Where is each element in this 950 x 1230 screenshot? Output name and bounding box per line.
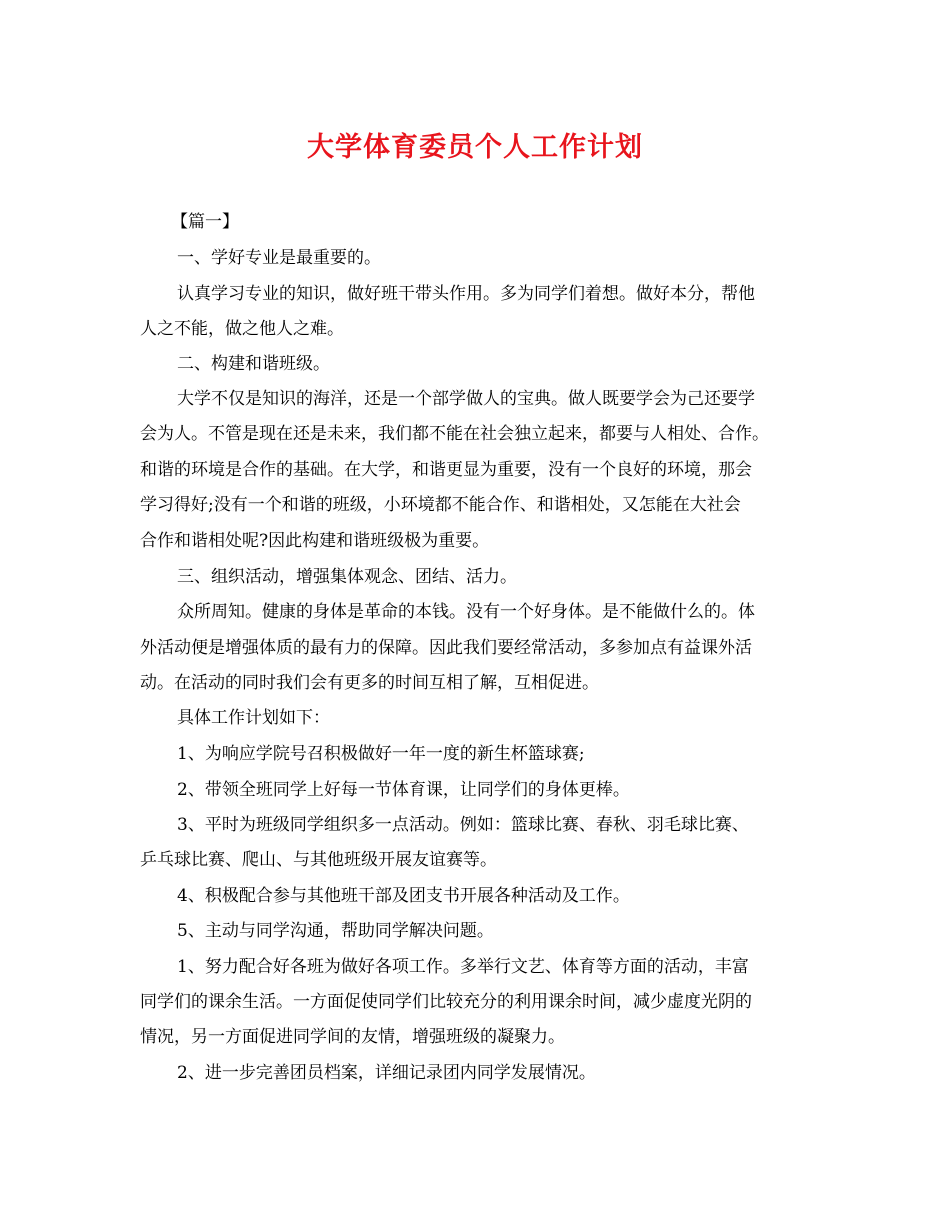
list-item: 2、带领全班同学上好每一节体育课，让同学们的身体更棒。 [177,780,630,800]
paragraph-line: 众所周知。健康的身体是革命的本钱。没有一个好身体。是不能做什么的。体 [177,602,755,622]
paragraph-line: 合作和谐相处呢?因此构建和谐班级极为重要。 [140,531,490,551]
paragraph-line: 大学不仅是知识的海洋，还是一个部学做人的宝典。做人既要学会为己还要学 [177,389,755,409]
list-item: 1、努力配合好各班为做好各项工作。多举行文艺、体育等方面的活动，丰富 [177,957,749,977]
list-item: 5、主动与同学沟通，帮助同学解决问题。 [177,921,494,941]
paragraph-line: 外活动便是增强体质的最有力的保障。因此我们要经常活动，多参加点有益课外活 [140,638,752,658]
heading-3: 三、组织活动，增强集体观念、团结、活力。 [177,567,517,587]
document-title: 大学体育委员个人工作计划 [307,132,643,163]
list-item-continuation: 乒乓球比赛、爬山、与其他班级开展友谊赛等。 [140,850,497,870]
paragraph-line: 人之不能，做之他人之难。 [140,319,344,339]
heading-2: 二、构建和谐班级。 [177,354,330,374]
list-item: 3、平时为班级同学组织多一点活动。例如：篮球比赛、春秋、羽毛球比赛、 [177,815,749,835]
list-item: 1、为响应学院号召积极做好一年一度的新生杯篮球赛; [177,744,585,764]
list-item: 2、进一步完善团员档案，详细记录团内同学发展情况。 [177,1063,596,1083]
list-item-continuation: 情况，另一方面促进同学间的友情，增强班级的凝聚力。 [140,1027,565,1047]
paragraph-line: 和谐的环境是合作的基础。在大学，和谐更显为重要，没有一个良好的环境，那会 [140,460,752,480]
plan-heading: 具体工作计划如下： [177,708,330,728]
section-label: 【篇一】 [171,212,239,232]
paragraph-line: 认真学习专业的知识，做好班干带头作用。多为同学们着想。做好本分，帮他 [177,284,755,304]
list-item-continuation: 同学们的课余生活。一方面促使同学们比较充分的利用课余时间，减少虚度光阴的 [140,992,752,1012]
paragraph-line: 动。在活动的同时我们会有更多的时间互相了解，互相促进。 [140,673,599,693]
paragraph-line: 会为人。不管是现在还是未来，我们都不能在社会独立起来，都要与人相处、合作。 [140,424,769,444]
list-item: 4、积极配合参与其他班干部及团支书开展各种活动及工作。 [177,886,630,906]
heading-1: 一、学好专业是最重要的。 [177,248,381,268]
paragraph-line: 学习得好;没有一个和谐的班级，小环境都不能合作、和谐相处，又怎能在大社会 [140,495,741,515]
